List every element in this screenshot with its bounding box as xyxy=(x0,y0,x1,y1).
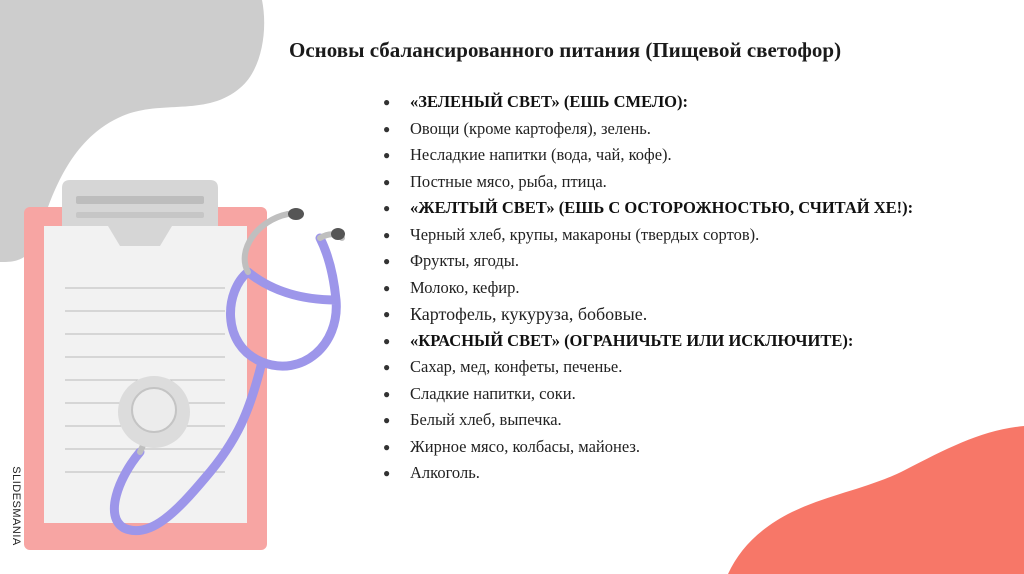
list-item xyxy=(383,328,913,355)
bullet-icon: ● xyxy=(383,174,391,189)
list-item-text: Фрукты, ягоды. xyxy=(410,251,519,270)
slide-title: Основы сбалансированного питания (Пищевой светофор) xyxy=(289,38,842,62)
list-item-text: Овощи (кроме картофеля), зелень. xyxy=(410,118,651,138)
list-item xyxy=(383,169,913,196)
bullet-icon: ● xyxy=(383,333,391,348)
stethoscope-diaphragm xyxy=(132,388,176,432)
list-item xyxy=(383,116,913,143)
list-item-text: Сладкие напитки, соки. xyxy=(410,383,576,403)
bullet-icon: ● xyxy=(383,386,391,401)
bullet-icon: ● xyxy=(383,413,391,427)
list-item xyxy=(383,381,913,408)
bullet-icon: ● xyxy=(383,280,391,295)
list-item-text: Жирное мясо, колбасы, майонез. xyxy=(410,436,641,456)
list-item xyxy=(383,301,913,328)
list-item xyxy=(383,354,913,381)
bullet-icon: ● xyxy=(383,148,391,162)
list-item-text: Картофель, кукуруза, бобовые. xyxy=(410,304,648,324)
clip-slot xyxy=(76,196,204,204)
clip-slot-lower xyxy=(76,212,204,218)
bullet-icon: ● xyxy=(383,95,391,109)
bullet-icon: ● xyxy=(383,121,391,136)
list-item-text: «ЖЕЛТЫЙ СВЕТ» (ЕШЬ С ОСТОРОЖНОСТЬЮ, СЧИТАЙ ХЕ!): xyxy=(410,198,914,217)
stethoscope-earpiece-left xyxy=(288,208,304,220)
bullet-icon: ● xyxy=(383,254,391,268)
list-item xyxy=(383,142,913,169)
list-item-text: Сахар, мед, конфеты, печенье. xyxy=(410,357,623,376)
list-item xyxy=(383,275,913,302)
list-item-text: «КРАСНЫЙ СВЕТ» (ОГРАНИЧЬТЕ ИЛИ ИСКЛЮЧИТЕ): xyxy=(410,330,854,350)
list-item xyxy=(383,195,913,222)
list-item xyxy=(383,434,913,461)
stethoscope-earpiece-right xyxy=(331,228,345,240)
bullet-list xyxy=(383,89,913,487)
bullet-icon: ● xyxy=(383,227,391,242)
list-item xyxy=(383,248,913,275)
list-item-text: Алкоголь. xyxy=(410,463,480,482)
bullet-icon: ● xyxy=(383,360,391,374)
list-item xyxy=(383,222,913,249)
list-item-text: Постные мясо, рыба, птица. xyxy=(410,171,607,191)
bullet-icon: ● xyxy=(383,439,391,454)
bullet-icon: ● xyxy=(383,307,391,321)
list-item xyxy=(383,407,913,434)
clipboard-paper xyxy=(44,226,247,523)
list-item-text: Белый хлеб, выпечка. xyxy=(410,410,562,429)
list-item xyxy=(383,460,913,487)
bullet-icon: ● xyxy=(383,466,391,480)
list-item-text: Черный хлеб, крупы, макароны (твердых сортов). xyxy=(410,224,760,244)
bullet-icon: ● xyxy=(383,201,391,215)
list-item-text: Несладкие напитки (вода, чай, кофе). xyxy=(410,145,672,164)
list-item xyxy=(383,89,913,116)
list-item-text: Молоко, кефир. xyxy=(410,277,520,297)
brand-watermark: SLIDESMANIA xyxy=(10,466,22,546)
list-item-text: «ЗЕЛЕНЫЙ СВЕТ» (ЕШЬ СМЕЛО): xyxy=(410,92,688,111)
